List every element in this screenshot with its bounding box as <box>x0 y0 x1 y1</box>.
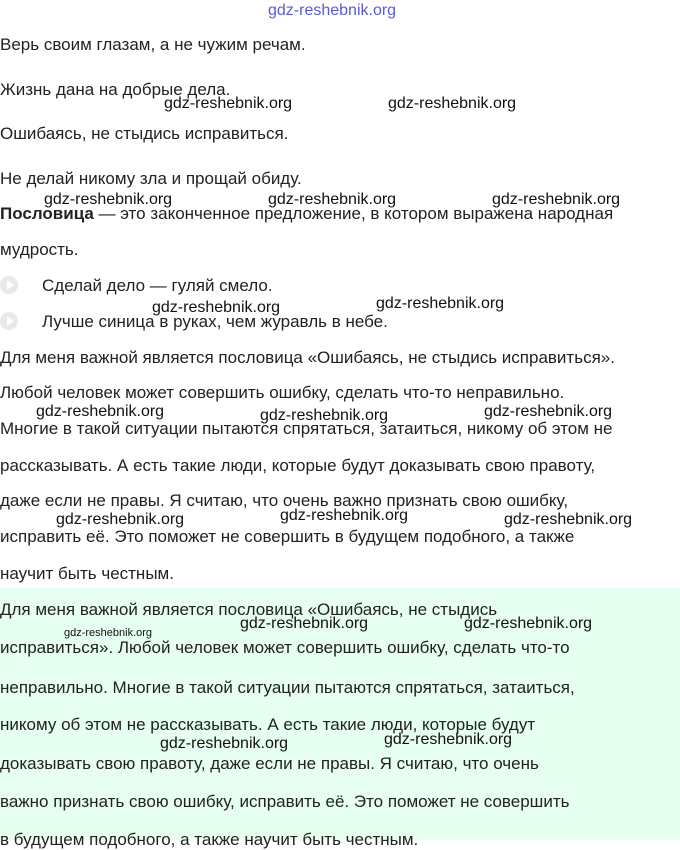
proverb-1: Верь своим глазам, а не чужим речам. <box>0 35 306 54</box>
example-1: Сделай дело — гуляй смело. <box>42 276 273 295</box>
answer-line-3: неправильно. Многие в такой ситуации пытаются спрятаться, затаиться, <box>0 678 575 697</box>
essay-line-1: Для меня важной является пословица «Ошибаясь, не стыдись исправиться». <box>0 348 615 367</box>
watermark: gdz-reshebnik.org <box>268 191 397 208</box>
watermark: gdz-reshebnik.org <box>384 731 513 748</box>
definition-line-2: мудрость. <box>0 240 79 259</box>
definition-term: Пословица <box>0 204 94 223</box>
proverb-3: Ошибаясь, не стыдись исправиться. <box>0 124 289 143</box>
watermark: gdz-reshebnik.org <box>376 295 505 312</box>
watermark: gdz-reshebnik.org <box>44 191 173 208</box>
essay-line-3: Многие в такой ситуации пытаются спрятаться, затаиться, никому об этом не <box>0 419 613 438</box>
watermark: gdz-reshebnik.org <box>464 615 593 632</box>
answer-line-1: Для меня важной является пословица «Ошибаясь, не стыдись <box>0 600 498 619</box>
play-bullet-icon <box>0 312 18 330</box>
watermark: gdz-reshebnik.org <box>152 299 281 316</box>
watermark: gdz-reshebnik.org <box>164 95 293 112</box>
definition-text: — это законченное предложение, в котором выражена народная <box>93 204 614 223</box>
watermark: gdz-reshebnik.org <box>36 403 165 420</box>
essay-line-7: научит быть честным. <box>0 564 174 583</box>
watermark: gdz-reshebnik.org <box>240 615 369 632</box>
proverb-2: Жизнь дана на добрые дела. <box>0 80 231 99</box>
watermark: gdz-reshebnik.org <box>160 735 289 752</box>
watermark: gdz-reshebnik.org <box>388 95 517 112</box>
essay-line-4: рассказывать. А есть такие люди, которые будут доказывать свою правоту, <box>0 456 596 475</box>
answer-line-6: важно признать свою ошибку, исправить её. Это поможет не совершить <box>0 792 570 811</box>
watermark: gdz-reshebnik.org <box>64 627 153 639</box>
watermark: gdz-reshebnik.org <box>260 407 389 424</box>
watermark: gdz-reshebnik.org <box>56 511 185 528</box>
example-2: Лучше синица в руках, чем журавль в небе. <box>42 312 388 331</box>
watermark: gdz-reshebnik.org <box>492 191 621 208</box>
answer-line-7: в будущем подобного, а также научит быть честным. <box>0 830 419 849</box>
answer-line-2: исправиться». Любой человек может совершить ошибку, сделать что-то <box>0 638 570 657</box>
watermark: gdz-reshebnik.org <box>484 403 613 420</box>
answer-line-4: никому об этом не рассказывать. А есть такие люди, которые будут <box>0 715 536 734</box>
watermark: gdz-reshebnik.org <box>280 507 409 524</box>
watermark-top: gdz-reshebnik.org <box>268 2 397 19</box>
proverb-4: Не делай никому зла и прощай обиду. <box>0 169 302 188</box>
play-bullet-icon <box>0 276 18 294</box>
answer-line-5: доказывать свою правоту, даже если не правы. Я считаю, что очень <box>0 754 539 773</box>
essay-line-5: даже если не правы. Я считаю, что очень важно признать свою ошибку, <box>0 491 569 510</box>
essay-line-2: Любой человек может совершить ошибку, сделать что-то неправильно. <box>0 383 565 402</box>
watermark: gdz-reshebnik.org <box>504 511 633 528</box>
essay-line-6: исправить её. Это поможет не совершить в будущем подобного, а также <box>0 527 575 546</box>
